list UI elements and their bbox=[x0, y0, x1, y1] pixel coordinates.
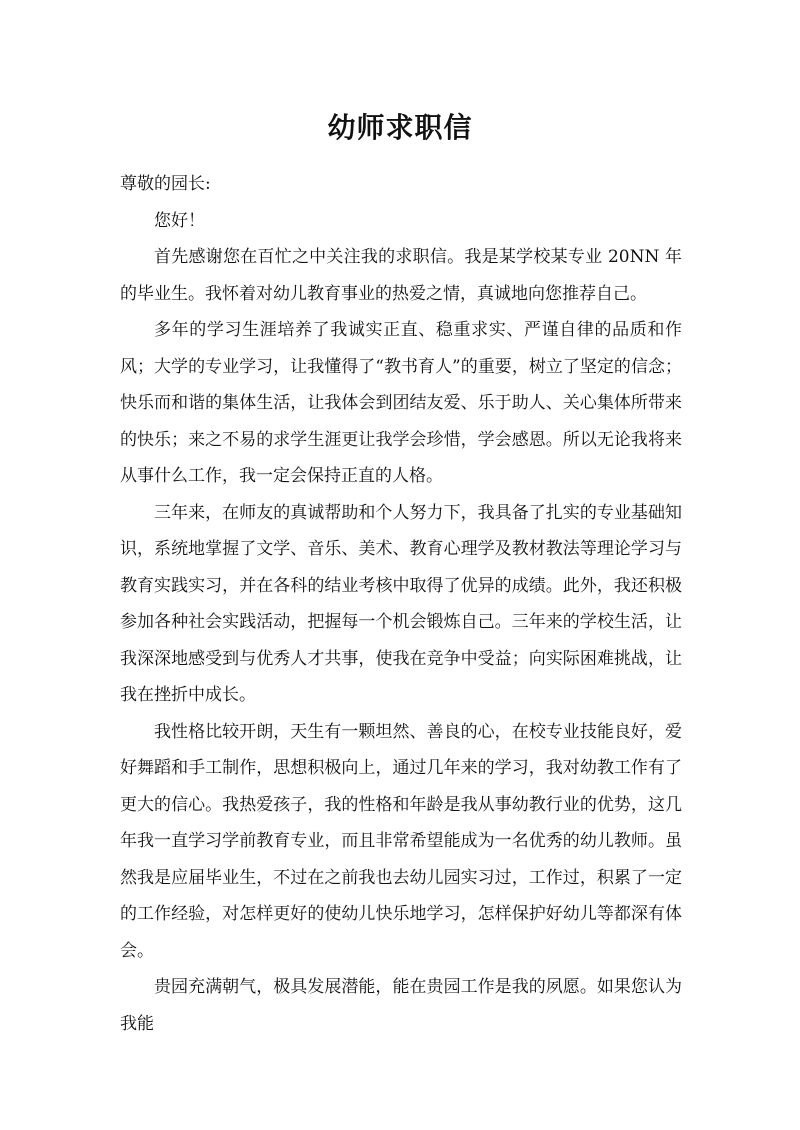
personality-paragraph: 我性格比较开朗，天生有一颗坦然、善良的心，在校专业技能良好，爱好舞蹈和手工制作，思想积极向上，通过几年来的学习，我对幼教工作有了更大的信心。我热爱孩子，我的性格和年龄是我从事幼教行业的优势，这几年我一直学习学前教育专业，而且非常希望能成为一名优秀的幼儿教师。虽然我是应届毕业生，不过在之前我也去幼儿园实习过，工作过，积累了一定的工作经验，对怎样更好的使幼儿快乐地学习，怎样保护好幼儿等都深有体会。 bbox=[120, 721, 682, 961]
education-paragraph: 三年来，在师友的真诚帮助和个人努力下，我具备了扎实的专业基础知识，系统地掌握了文学、音乐、美术、教育心理学及教材教法等理论学习与教育实践实习，并在各科的结业考核中取得了优异的成绩。此外，我还积极参加各种社会实践活动，把握每一个机会锻炼自己。三年来的学校生活，让我深深地感受到与优秀人才共事，使我在竞争中受益；向实际困难挑战，让我在挫折中成长。 bbox=[120, 502, 682, 705]
salutation: 尊敬的园长: bbox=[120, 174, 211, 194]
closing-paragraph: 贵园充满朝气，极具发展潜能，能在贵园工作是我的夙愿。如果您认为我能 bbox=[120, 977, 682, 1034]
letter-title: 幼师求职信 bbox=[327, 111, 473, 144]
letter-body bbox=[120, 166, 682, 1042]
character-paragraph: 多年的学习生涯培养了我诚实正直、稳重求实、严谨自律的品质和作风；大学的专业学习，让我懂得了“教书育人”的重要，树立了坚定的信念；快乐而和谐的集体生活，让我体会到团结友爱、乐于助人、关心集体所带来的快乐；来之不易的求学生涯更让我学会珍惜，学会感恩。所以无论我将来从事什么工作，我一定会保持正直的人格。 bbox=[120, 320, 682, 486]
greeting-paragraph: 您好！ bbox=[154, 210, 205, 231]
intro-paragraph: 首先感谢您在百忙之中关注我的求职信。我是某学校某专业 20NN 年的毕业生。我怀着对幼儿教育事业的热爱之情，真诚地向您推荐自己。 bbox=[120, 247, 682, 304]
